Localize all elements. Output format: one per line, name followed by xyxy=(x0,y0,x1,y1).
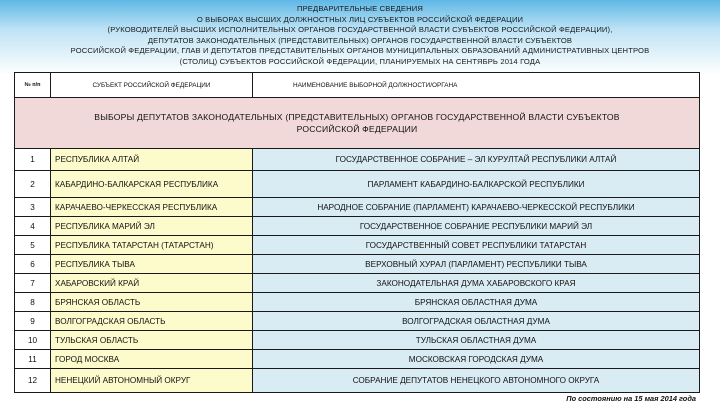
row-body: ГОСУДАРСТВЕННЫЙ СОВЕТ РЕСПУБЛИКИ ТАТАРСТАН xyxy=(253,236,700,255)
row-subject: ВОЛГОГРАДСКАЯ ОБЛАСТЬ xyxy=(51,312,253,331)
table-row xyxy=(15,312,700,331)
table-row xyxy=(15,236,700,255)
row-subject: КАБАРДИНО-БАЛКАРСКАЯ РЕСПУБЛИКА xyxy=(51,171,253,198)
section-title: ВЫБОРЫ ДЕПУТАТОВ ЗАКОНОДАТЕЛЬНЫХ (ПРЕДСТАВИТЕЛЬНЫХ) ОРГАНОВ ГОСУДАРСТВЕННОЙ ВЛАСТИ СУБЪЕКТОВ РОССИЙСКОЙ ФЕДЕРАЦИИ xyxy=(15,98,700,149)
table-row xyxy=(15,255,700,274)
row-subject: КАРАЧАЕВО-ЧЕРКЕССКАЯ РЕСПУБЛИКА xyxy=(51,198,253,217)
row-number: 6 xyxy=(15,255,51,274)
table-row xyxy=(15,171,700,198)
table-row xyxy=(15,149,700,171)
as-of-date-note: По состоянию на 15 мая 2014 года xyxy=(566,394,696,403)
row-number: 5 xyxy=(15,236,51,255)
table-row xyxy=(15,293,700,312)
row-number: 10 xyxy=(15,331,51,350)
row-number: 3 xyxy=(15,198,51,217)
row-number: 1 xyxy=(15,149,51,171)
row-subject: РЕСПУБЛИКА ТЫВА xyxy=(51,255,253,274)
title-line-3: (РУКОВОДИТЕЛЕЙ ВЫСШИХ ИСПОЛНИТЕЛЬНЫХ ОРГАНОВ ГОСУДАРСТВЕННОЙ ВЛАСТИ СУБЪЕКТОВ РОССИЙСКОЙ ФЕДЕРАЦИИ), xyxy=(107,25,613,35)
row-body: ТУЛЬСКАЯ ОБЛАСТНАЯ ДУМА xyxy=(253,331,700,350)
row-body: ВЕРХОВНЫЙ ХУРАЛ (ПАРЛАМЕНТ) РЕСПУБЛИКИ ТЫВА xyxy=(253,255,700,274)
row-body: ГОСУДАРСТВЕННОЕ СОБРАНИЕ РЕСПУБЛИКИ МАРИЙ ЭЛ xyxy=(253,217,700,236)
table-row xyxy=(15,198,700,217)
row-body: БРЯНСКАЯ ОБЛАСТНАЯ ДУМА xyxy=(253,293,700,312)
row-body: ВОЛГОГРАДСКАЯ ОБЛАСТНАЯ ДУМА xyxy=(253,312,700,331)
title-line-5: РОССИЙСКОЙ ФЕДЕРАЦИИ, ГЛАВ И ДЕПУТАТОВ ПРЕДСТАВИТЕЛЬНЫХ ОРГАНОВ МУНИЦИПАЛЬНЫХ ОБРАЗОВАНИЙ АДМИНИСТРАТИВНЫХ ЦЕНТРОВ xyxy=(70,46,650,56)
row-body: СОБРАНИЕ ДЕПУТАТОВ НЕНЕЦКОГО АВТОНОМНОГО ОКРУГА xyxy=(253,369,700,393)
column-header-body: НАИМЕНОВАНИЕ ВЫБОРНОЙ ДОЛЖНОСТИ/ОРГАНА xyxy=(253,73,700,98)
title-line-2: О ВЫБОРАХ ВЫСШИХ ДОЛЖНОСТНЫХ ЛИЦ СУБЪЕКТОВ РОССИЙСКОЙ ФЕДЕРАЦИИ xyxy=(196,14,524,24)
title-line-4: ДЕПУТАТОВ ЗАКОНОДАТЕЛЬНЫХ (ПРЕДСТАВИТЕЛЬНЫХ) ОРГАНОВ ГОСУДАРСТВЕННОЙ ВЛАСТИ СУБЪЕКТОВ xyxy=(147,35,573,45)
row-subject: ТУЛЬСКАЯ ОБЛАСТЬ xyxy=(51,331,253,350)
row-subject: НЕНЕЦКИЙ АВТОНОМНЫЙ ОКРУГ xyxy=(51,369,253,393)
title-line-6: (СТОЛИЦ) СУБЪЕКТОВ РОССИЙСКОЙ ФЕДЕРАЦИИ, ПЛАНИРУЕМЫХ НА СЕНТЯБРЬ 2014 ГОДА xyxy=(179,56,541,66)
row-subject: РЕСПУБЛИКА АЛТАЙ xyxy=(51,149,253,171)
row-subject: ХАБАРОВСКИЙ КРАЙ xyxy=(51,274,253,293)
table-row xyxy=(15,217,700,236)
row-subject: ГОРОД МОСКВА xyxy=(51,350,253,369)
row-number: 11 xyxy=(15,350,51,369)
section-header-row xyxy=(15,98,700,149)
table-row xyxy=(15,350,700,369)
table-row xyxy=(15,331,700,350)
column-header-number: № п/п xyxy=(15,73,51,98)
row-subject: РЕСПУБЛИКА МАРИЙ ЭЛ xyxy=(51,217,253,236)
row-number: 8 xyxy=(15,293,51,312)
row-body: МОСКОВСКАЯ ГОРОДСКАЯ ДУМА xyxy=(253,350,700,369)
row-number: 4 xyxy=(15,217,51,236)
title-line-1: ПРЕДВАРИТЕЛЬНЫЕ СВЕДЕНИЯ xyxy=(296,4,424,13)
row-subject: БРЯНСКАЯ ОБЛАСТЬ xyxy=(51,293,253,312)
row-number: 2 xyxy=(15,171,51,198)
table-row xyxy=(15,274,700,293)
row-number: 12 xyxy=(15,369,51,393)
document-title xyxy=(0,4,720,68)
row-body: НАРОДНОЕ СОБРАНИЕ (ПАРЛАМЕНТ) КАРАЧАЕВО-ЧЕРКЕССКОЙ РЕСПУБЛИКИ xyxy=(253,198,700,217)
elections-table xyxy=(14,72,700,393)
row-number: 7 xyxy=(15,274,51,293)
row-number: 9 xyxy=(15,312,51,331)
row-body: ЗАКОНОДАТЕЛЬНАЯ ДУМА ХАБАРОВСКОГО КРАЯ xyxy=(253,274,700,293)
row-body: ПАРЛАМЕНТ КАБАРДИНО-БАЛКАРСКОЙ РЕСПУБЛИКИ xyxy=(253,171,700,198)
column-header-subject: СУБЪЕКТ РОССИЙСКОЙ ФЕДЕРАЦИИ xyxy=(51,73,253,98)
table-row xyxy=(15,369,700,393)
row-body: ГОСУДАРСТВЕННОЕ СОБРАНИЕ – ЭЛ КУРУЛТАЙ РЕСПУБЛИКИ АЛТАЙ xyxy=(253,149,700,171)
table-header-row xyxy=(15,73,700,98)
row-subject: РЕСПУБЛИКА ТАТАРСТАН (ТАТАРСТАН) xyxy=(51,236,253,255)
